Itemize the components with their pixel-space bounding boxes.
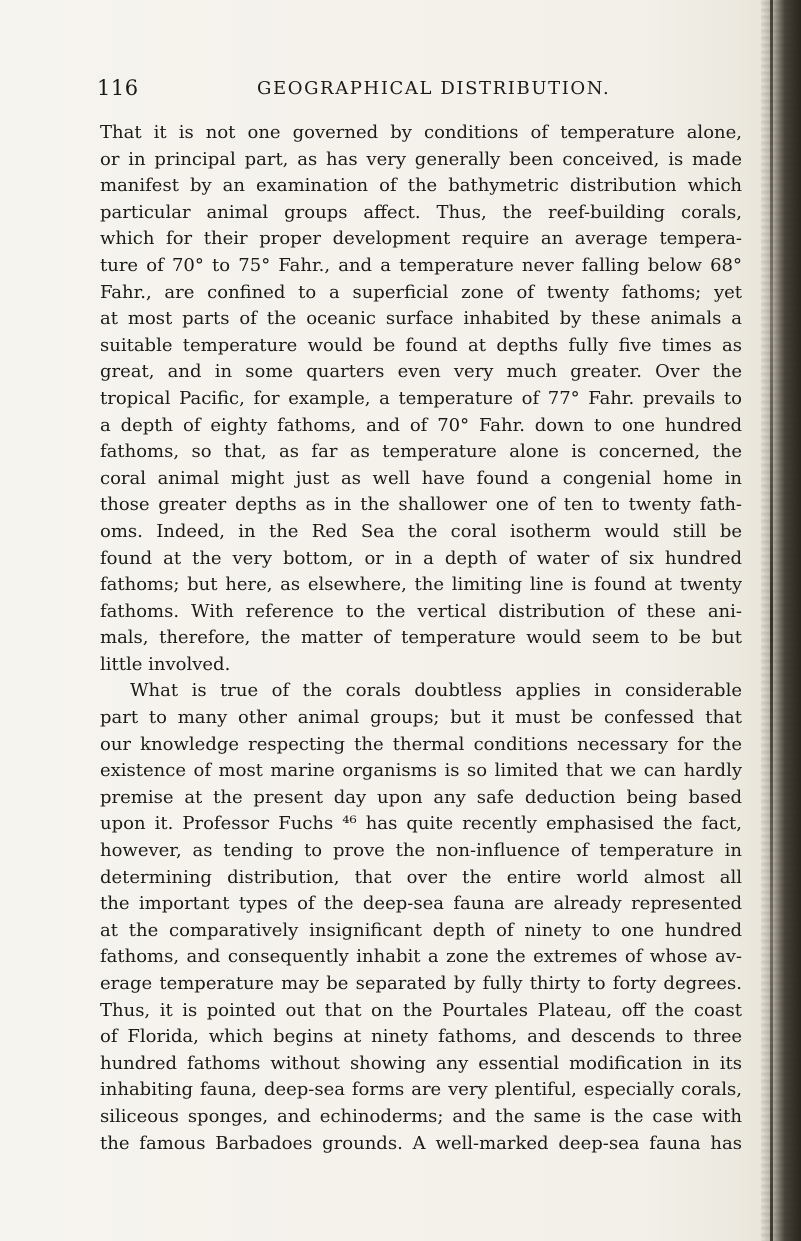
text-line: fathoms, so that, as far as temperature alone is concerned, the bbox=[100, 441, 742, 463]
text-line: What is true of the corals doubtless applies in considerable bbox=[130, 680, 742, 702]
text-line: Thus, it is pointed out that on the Pourtales Plateau, off the coast bbox=[100, 999, 742, 1021]
paragraph-1 bbox=[100, 120, 742, 678]
page-binding-shadow bbox=[761, 0, 801, 1241]
page-header bbox=[97, 76, 747, 106]
text-line: inhabiting fauna, deep-sea forms are very plentiful, especially corals, bbox=[100, 1079, 742, 1101]
running-title: GEOGRAPHICAL DISTRIBUTION. bbox=[257, 78, 611, 99]
text-line: ture of 70° to 75° Fahr., and a temperature never falling below 68° bbox=[100, 254, 742, 276]
text-line: at the comparatively insignificant depth of ninety to one hundred bbox=[100, 919, 742, 941]
text-line: Fahr., are confined to a superficial zone of twenty fathoms; yet bbox=[100, 281, 742, 303]
text-line: coral animal might just as well have found a congenial home in bbox=[100, 467, 742, 489]
page-number: 116 bbox=[97, 76, 139, 100]
text-line: the famous Barbadoes grounds. A well-marked deep-sea fauna has bbox=[100, 1132, 742, 1154]
text-line: determining distribution, that over the entire world almost all bbox=[100, 866, 742, 888]
paragraph-2 bbox=[100, 678, 742, 1157]
text-line: found at the very bottom, or in a depth of water of six hundred bbox=[100, 547, 742, 569]
text-line: at most parts of the oceanic surface inhabited by these animals a bbox=[100, 308, 742, 330]
text-line: fathoms; but here, as elsewhere, the limiting line is found at twenty bbox=[100, 574, 742, 596]
text-line: or in principal part, as has very generally been conceived, is made bbox=[100, 148, 742, 170]
text-line: a depth of eighty fathoms, and of 70° Fahr. down to one hundred bbox=[100, 414, 742, 436]
text-line: our knowledge respecting the thermal conditions necessary for the bbox=[100, 733, 742, 755]
text-line: tropical Pacific, for example, a temperature of 77° Fahr. prevails to bbox=[100, 387, 742, 409]
text-line: great, and in some quarters even very much greater. Over the bbox=[100, 361, 742, 383]
text-line: hundred fathoms without showing any essential modification in its bbox=[100, 1052, 742, 1074]
text-line: which for their proper development require an average tempera- bbox=[100, 228, 742, 250]
text-line: existence of most marine organisms is so limited that we can hardly bbox=[100, 760, 742, 782]
text-line: oms. Indeed, in the Red Sea the coral isotherm would still be bbox=[100, 520, 742, 542]
text-line: That it is not one governed by conditions of temperature alone, bbox=[100, 122, 742, 143]
page-binding-edge bbox=[770, 0, 773, 1241]
text-line: of Florida, which begins at ninety fathoms, and descends to three bbox=[100, 1026, 742, 1048]
text-line: siliceous sponges, and echinoderms; and the same is the case with bbox=[100, 1105, 742, 1127]
text-line: erage temperature may be separated by fully thirty to forty degrees. bbox=[100, 973, 742, 994]
text-line: the important types of the deep-sea fauna are already represented bbox=[100, 893, 742, 915]
body-text bbox=[100, 120, 742, 1157]
text-line: premise at the present day upon any safe deduction being based bbox=[100, 786, 742, 808]
text-line: particular animal groups affect. Thus, the reef-building corals, bbox=[100, 201, 742, 223]
text-line: part to many other animal groups; but it must be confessed that bbox=[100, 707, 742, 729]
text-line: manifest by an examination of the bathymetric distribution which bbox=[100, 175, 742, 197]
text-line: however, as tending to prove the non-influence of temperature in bbox=[100, 840, 742, 862]
text-line: suitable temperature would be found at depths fully five times as bbox=[100, 334, 742, 356]
text-line: mals, therefore, the matter of temperature would seem to be but bbox=[100, 627, 742, 649]
text-line: those greater depths as in the shallower one of ten to twenty fath- bbox=[100, 494, 742, 516]
text-line: fathoms. With reference to the vertical distribution of these ani- bbox=[100, 600, 742, 622]
text-line: fathoms, and consequently inhabit a zone the extremes of whose av- bbox=[100, 946, 742, 968]
text-line: little involved. bbox=[100, 653, 231, 675]
text-line: upon it. Professor Fuchs ⁴⁶ has quite recently emphasised the fact, bbox=[100, 813, 742, 835]
